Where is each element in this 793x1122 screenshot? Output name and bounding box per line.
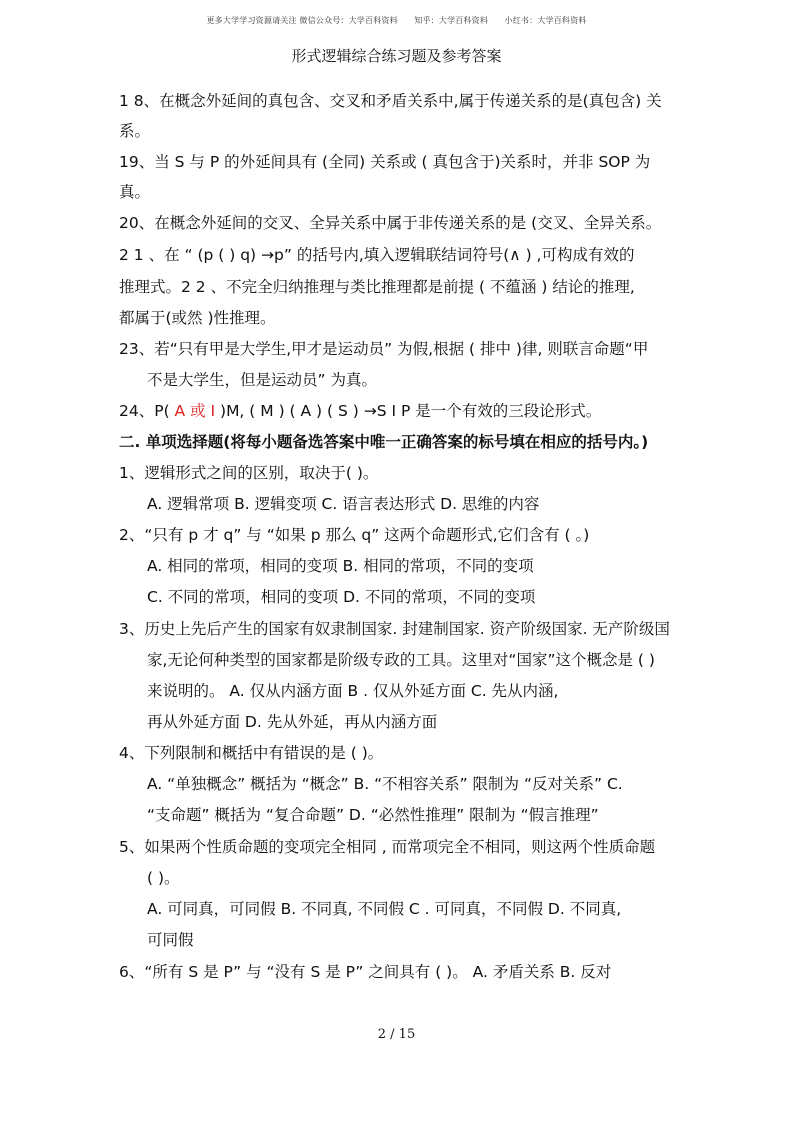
question-line: 3、历史上先后产生的国家有奴隶制国家. 封建制国家. 资产阶级国家. 无产阶级国 <box>119 620 670 638</box>
text-line: 1 8、在概念外延间的真包含、交叉和矛盾关系中,属于传递关系的是(真包含) 关 <box>119 92 662 110</box>
line24-part1: 24、P( <box>119 402 170 420</box>
line24-part2: )M, ( M ) ( A ) ( S ) →S I P 是一个有效的三段论形式。 <box>220 402 602 420</box>
question-line: ( )。 <box>147 869 180 887</box>
text-line: 19、当 S 与 P 的外延间具有 (全同) 关系或 ( 真包含于)关系时，并非 SOP 为 <box>119 153 651 171</box>
text-line: 都属于(或然 )性推理。 <box>119 309 276 327</box>
option-line: A. “单独概念” 概括为 “概念” B. “不相容关系” 限制为 “反对关系” C. <box>147 775 623 793</box>
text-line-24 <box>119 401 601 421</box>
option-line: A. 可同真，可同假 B. 不同真, 不同假 C . 可同真，不同假 D. 不同真, <box>147 900 622 918</box>
text-line: 不是大学生，但是运动员” 为真。 <box>147 371 377 389</box>
text-line: 系。 <box>119 122 151 140</box>
question-line: 4、下列限制和概括中有错误的是 ( )。 <box>119 744 384 762</box>
option-line: C. 不同的常项，相同的变项 D. 不同的常项，不同的变项 <box>147 588 536 606</box>
option-line: “支命题” 概括为 “复合命题” D. “必然性推理” 限制为 “假言推理” <box>147 806 599 824</box>
text-line: 20、在概念外延间的交叉、全异关系中属于非传递关系的是 (交叉、全异关系。 <box>119 214 662 232</box>
option-line: 来说明的。 A. 仅从内涵方面 B . 仅从外延方面 C. 先从内涵, <box>147 682 559 700</box>
section-heading: 二. 单项选择题(将每小题备选答案中唯一正确答案的标号填在相应的括号内。) <box>119 433 649 451</box>
text-line: 推理式。2 2 、不完全归纳推理与类比推理都是前提 ( 不蕴涵 ) 结论的推理, <box>119 278 635 296</box>
question-line: 5、如果两个性质命题的变项完全相同 , 而常项完全不相同，则这两个性质命题 <box>119 838 656 856</box>
page-header: 更多大学学习资源请关注 微信公众号：大学百科资料 知乎：大学百科资料 小红书：大学百科资料 <box>206 16 587 25</box>
question-line: 6、“所有 S 是 P” 与 “没有 S 是 P” 之间具有 ( )。 A. 矛盾关系 B. 反对 <box>119 963 612 981</box>
question-line: 1、逻辑形式之间的区别，取决于( )。 <box>119 464 379 482</box>
text-line: 23、若“只有甲是大学生,甲才是运动员” 为假,根据 ( 排中 )律, 则联言命题“甲 <box>119 340 649 358</box>
text-line: 2 1 、在 “ (p ( ) q) →p” 的括号内,填入逻辑联结词符号(∧ ) ,可构成有效的 <box>119 246 635 264</box>
page-number: 2 / 15 <box>377 1027 416 1042</box>
page-title: 形式逻辑综合练习题及参考答案 <box>291 47 502 65</box>
option-line: A. 相同的常项，相同的变项 B. 相同的常项，不同的变项 <box>147 557 534 575</box>
line24-red-answer: A 或 I <box>169 402 221 420</box>
option-line: 再从外延方面 D. 先从外延，再从内涵方面 <box>147 713 438 731</box>
question-line: 家,无论何种类型的国家都是阶级专政的工具。这里对“国家”这个概念是 ( ) <box>147 651 655 669</box>
text-line: 真。 <box>119 183 151 201</box>
question-line: 2、“只有 p 才 q” 与 “如果 p 那么 q” 这两个命题形式,它们含有 ( 。) <box>119 526 590 544</box>
option-line: A. 逻辑常项 B. 逻辑变项 C. 语言表达形式 D. 思维的内容 <box>147 495 540 513</box>
option-line: 可同假 <box>147 931 194 949</box>
